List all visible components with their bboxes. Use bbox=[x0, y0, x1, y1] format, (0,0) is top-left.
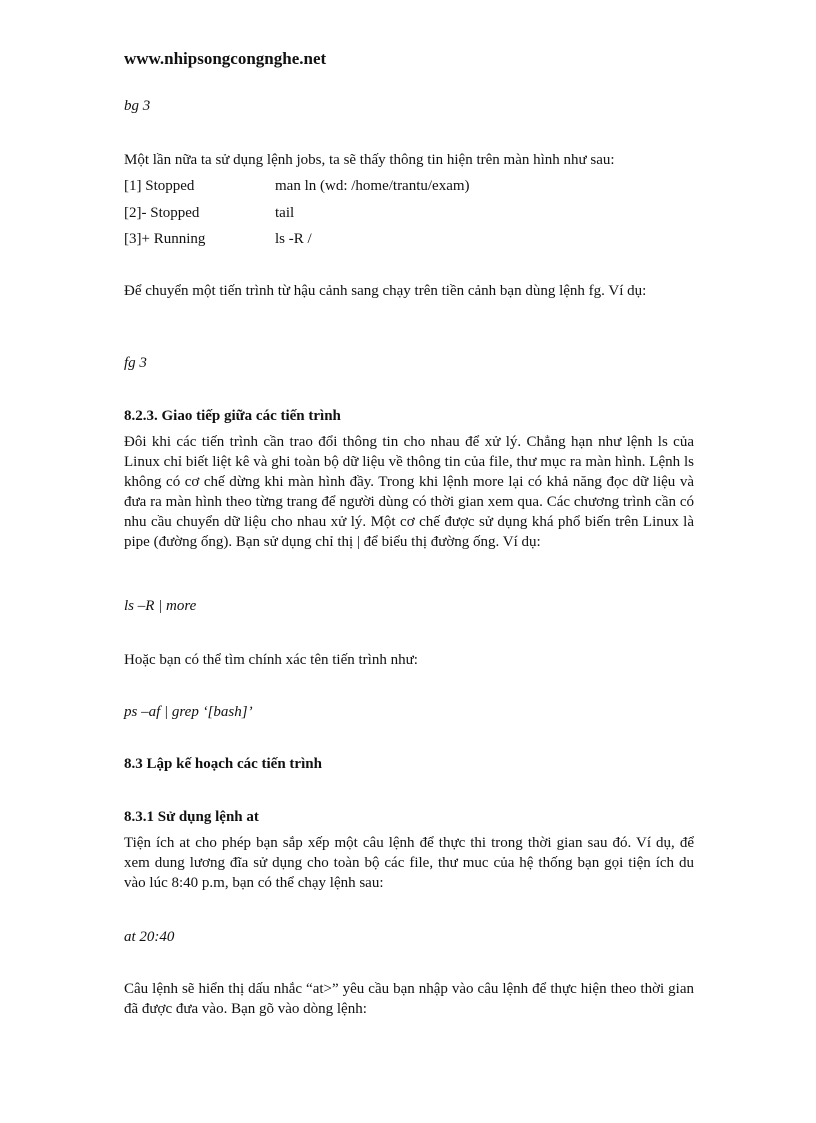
job-status: [1] Stopped bbox=[124, 178, 195, 194]
job-command: ls -R / bbox=[275, 231, 312, 247]
fg-intro-paragraph: Để chuyển một tiến trình từ hậu cảnh sang chạy trên tiền cảnh bạn dùng lệnh fg. Ví dụ: bbox=[124, 283, 647, 299]
job-status: [3]+ Running bbox=[124, 231, 206, 247]
grep-intro-text: Hoặc bạn có thể tìm chính xác tên tiến trình như: bbox=[124, 652, 418, 668]
command-bg: bg 3 bbox=[124, 98, 151, 114]
section-8-3-1-body: Tiện ích at cho phép bạn sắp xếp một câu lệnh để thực thi trong thời gian sau đó. Ví dụ, để xem dung lương đĩa sử dụng cho toàn bộ các file, thư muc của hệ thống bạn gọi tiện ích du vào lúc 8:40 p.m, bạn có thể chạy lệnh sau: bbox=[124, 835, 694, 891]
job-command: man ln (wd: /home/trantu/exam) bbox=[275, 178, 470, 194]
site-header: www.nhipsongcongnghe.net bbox=[124, 49, 327, 68]
job-status: [2]- Stopped bbox=[124, 205, 200, 221]
section-heading-8-2-3: 8.2.3. Giao tiếp giữa các tiến trình bbox=[124, 408, 341, 424]
at-outro-paragraph: Câu lệnh sẽ hiển thị dấu nhắc “at>” yêu cầu bạn nhập vào câu lệnh để thực hiện theo thời gian đã được đưa vào. Bạn gõ vào dòng lệnh: bbox=[124, 981, 694, 1017]
section-heading-8-3-1: 8.3.1 Sử dụng lệnh at bbox=[124, 809, 259, 825]
jobs-intro-text: Một lần nữa ta sử dụng lệnh jobs, ta sẽ thấy thông tin hiện trên màn hình như sau: bbox=[124, 152, 615, 168]
job-command: tail bbox=[275, 205, 295, 221]
command-fg: fg 3 bbox=[124, 355, 147, 371]
section-heading-8-3: 8.3 Lập kế hoạch các tiến trình bbox=[124, 756, 322, 772]
command-ps-grep: ps –af | grep ‘[bash]’ bbox=[124, 704, 253, 720]
command-ls-more: ls –R | more bbox=[124, 598, 197, 614]
section-8-2-3-body: Đôi khi các tiến trình cần trao đổi thông tin cho nhau để xử lý. Chẳng hạn như lệnh ls của Linux chỉ biết liệt kê và ghi toàn bộ dữ liệu về thông tin của file, thư mục ra màn hình. Lệnh ls không có cơ chế dừng khi màn hình đầy. Trong khi lệnh more lại có khả năng đọc dữ liệu và đưa ra màn hình theo từng trang để người dùng có thời gian xem qua. Các chương trình cần có nhu cầu chuyển dữ liệu cho nhau xử lý. Một cơ chế được sử dụng khá phổ biến trên Linux là pipe (đường ống). Bạn sử dụng chỉ thị | để biểu thị đường ống. Ví dụ: bbox=[124, 434, 694, 550]
command-at: at 20:40 bbox=[124, 929, 175, 945]
